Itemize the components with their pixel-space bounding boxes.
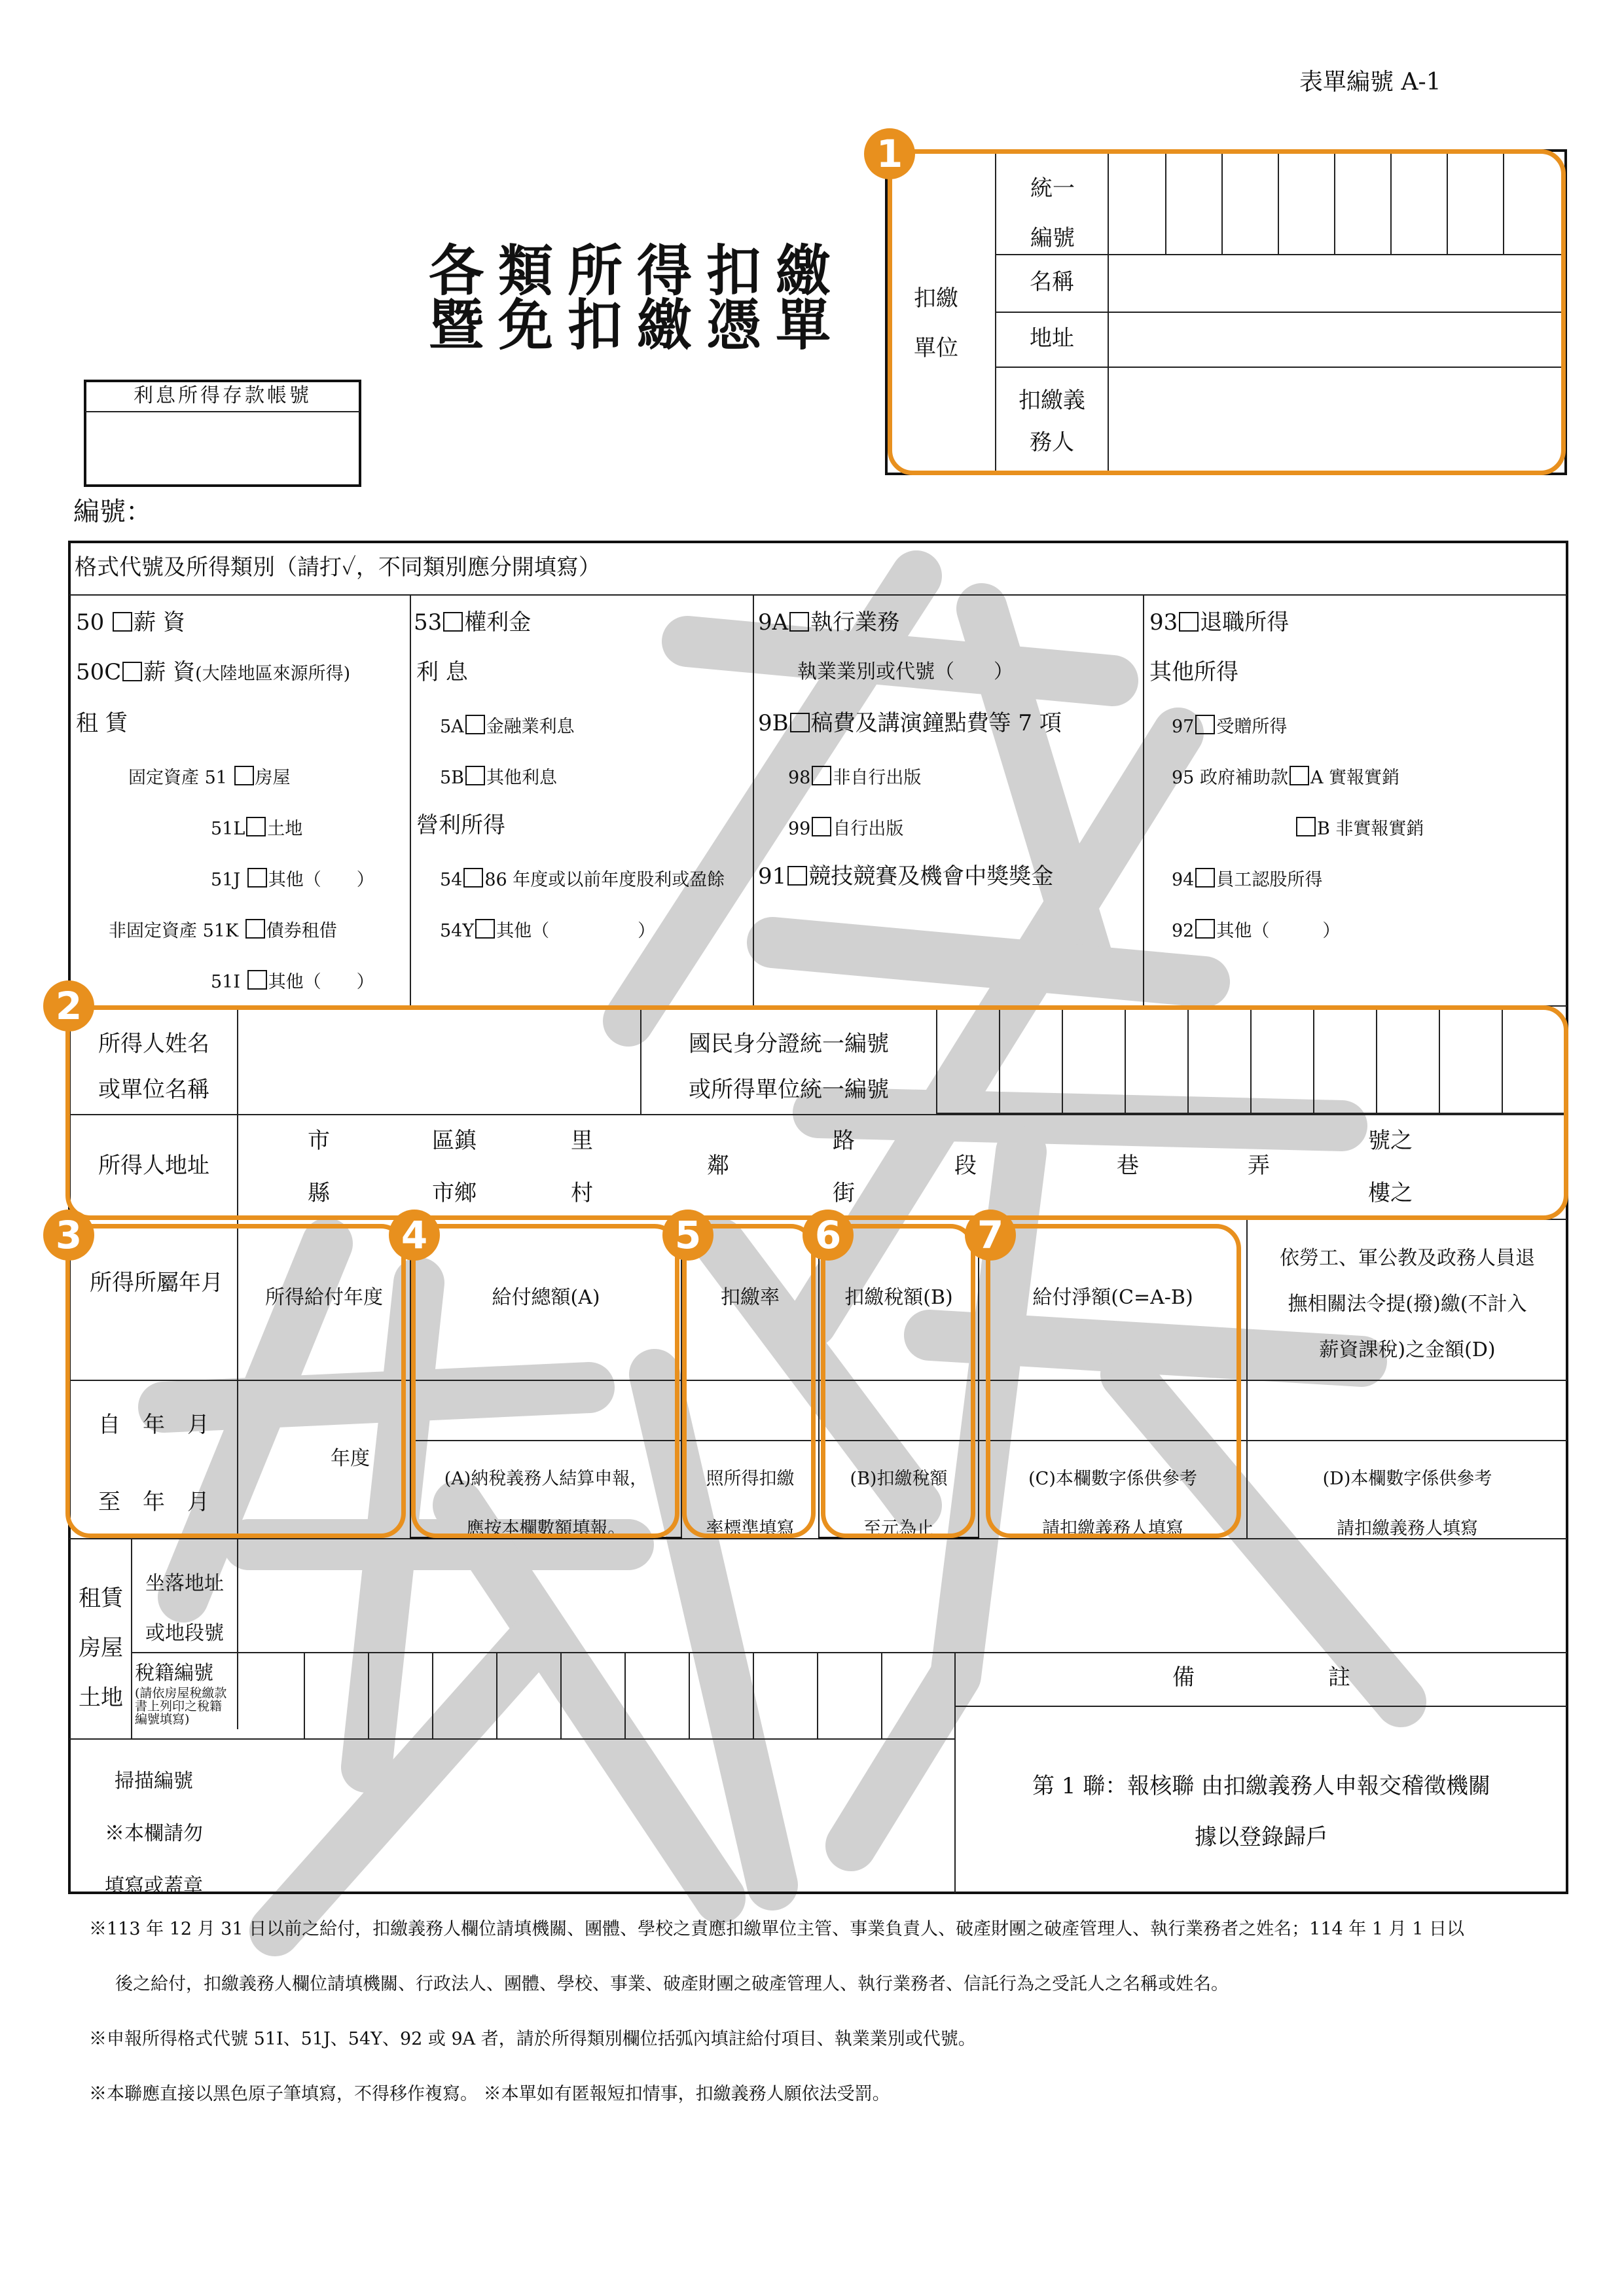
code-93[interactable]: 93 退職所得 bbox=[1149, 609, 1290, 636]
withholder-address-label: 地址 bbox=[1030, 325, 1074, 351]
rate-note: 照所得扣繳 率標準填寫 bbox=[706, 1469, 795, 1539]
code-51i[interactable]: 51I 其他（ ） bbox=[211, 970, 374, 991]
gross-note: (A)納稅義務人結算申報， 應按本欄數額填報。 bbox=[444, 1469, 648, 1539]
code-5a[interactable]: 5A 金融業利息 bbox=[440, 715, 575, 736]
code-92[interactable]: 92 其他（ ） bbox=[1172, 919, 1340, 940]
addr-road: 路 bbox=[833, 1128, 855, 1154]
tax-reg-cell-divider bbox=[817, 1653, 818, 1738]
tax-reg-field[interactable] bbox=[240, 1655, 953, 1737]
d-field[interactable] bbox=[1249, 1382, 1566, 1439]
badge-1: 1 bbox=[864, 128, 915, 179]
addr-township: 市鄉 bbox=[432, 1180, 477, 1206]
code-9a[interactable]: 9A 執行業務 bbox=[758, 609, 900, 636]
code-5b[interactable]: 5B 其他利息 bbox=[440, 766, 557, 787]
code-51-house[interactable]: 固定資產 51 房屋 bbox=[128, 766, 291, 787]
period-from[interactable]: 自 年 月 bbox=[98, 1412, 209, 1438]
addr-lane: 巷 bbox=[1117, 1153, 1139, 1179]
tax-reg-label: 稅籍編號 bbox=[135, 1662, 213, 1685]
form-title-line1: 各類所得扣繳 bbox=[429, 239, 846, 303]
rate-label: 扣繳率 bbox=[721, 1286, 780, 1309]
pay-year-field[interactable]: 年度 bbox=[331, 1447, 370, 1470]
recipient-address-label: 所得人地址 bbox=[98, 1153, 209, 1179]
property-location-field[interactable] bbox=[240, 1541, 1566, 1651]
badge-2: 2 bbox=[43, 980, 94, 1031]
code-95a[interactable]: 95 政府補助款 A 實報實銷 bbox=[1172, 766, 1399, 787]
bank-account-label: 利息所得存款帳號 bbox=[134, 384, 312, 407]
footnote-2: ※申報所得格式代號 51I、51J、54Y、92 或 9A 者，請於所得類別欄位括弧內填註給付項目、執業業別或代號。 bbox=[89, 2029, 976, 2049]
code-51k[interactable]: 非固定資產 51K 債券租借 bbox=[109, 919, 337, 940]
code-50[interactable]: 50 薪 資 bbox=[76, 609, 185, 636]
section-1-highlight bbox=[888, 149, 1566, 475]
addr-county: 縣 bbox=[308, 1180, 330, 1206]
tax-reg-cell-divider bbox=[624, 1653, 626, 1738]
period-label: 所得所屬年月 bbox=[90, 1270, 223, 1296]
addr-alley: 弄 bbox=[1248, 1153, 1270, 1179]
net-label: 給付淨額(C=A-B) bbox=[1032, 1286, 1193, 1309]
badge-3: 3 bbox=[43, 1210, 94, 1261]
tax-reg-cell-divider bbox=[753, 1653, 754, 1738]
addr-neighborhood: 鄰 bbox=[707, 1153, 729, 1179]
tax-label: 扣繳稅額(B) bbox=[844, 1286, 953, 1309]
badge-4: 4 bbox=[389, 1210, 440, 1261]
bank-account-field[interactable] bbox=[88, 414, 357, 483]
form-title-line2: 暨免扣繳憑單 bbox=[429, 293, 846, 357]
serial-label: 編號： bbox=[73, 497, 152, 527]
section-7-highlight bbox=[986, 1224, 1241, 1538]
property-group-label: 租賃 房屋 土地 bbox=[79, 1585, 123, 1711]
section-2-highlight bbox=[65, 1005, 1568, 1220]
code-9a-sub[interactable]: 執業業別或代號（ ） bbox=[797, 660, 1013, 683]
section-4-highlight bbox=[411, 1224, 679, 1538]
code-54y[interactable]: 54Y 其他（ ） bbox=[440, 919, 655, 940]
code-51j[interactable]: 51J 其他（ ） bbox=[211, 868, 374, 889]
d-label: 依勞工、軍公教及政務人員退 撫相關法令提(撥)繳(不計入 薪資課稅)之金額(D) bbox=[1280, 1247, 1535, 1361]
tax-reg-cell-divider bbox=[432, 1653, 433, 1738]
code-50c[interactable]: 50C 薪 資(大陸地區來源所得) bbox=[76, 659, 351, 685]
net-note: (C)本欄數字係供參考 請扣繳義務人填寫 bbox=[1028, 1469, 1197, 1539]
section-3-highlight bbox=[65, 1224, 406, 1538]
tax-reg-cell-divider bbox=[304, 1653, 305, 1738]
withholder-group-label: 扣繳單位 bbox=[914, 285, 958, 361]
addr-floor: 樓之 bbox=[1368, 1180, 1413, 1206]
code-95b[interactable]: B 非實報實銷 bbox=[1295, 817, 1424, 838]
business-heading: 營利所得 bbox=[416, 812, 505, 838]
code-9b[interactable]: 9B 稿費及講演鐘點費等 7 項 bbox=[758, 710, 1062, 736]
other-heading: 其他所得 bbox=[1149, 659, 1238, 685]
addr-section: 段 bbox=[954, 1153, 977, 1179]
scan-label: 掃描編號 ※本欄請勿 填寫或蓋章 bbox=[105, 1770, 203, 1897]
code-51l[interactable]: 51L 土地 bbox=[211, 817, 302, 838]
code-97[interactable]: 97 受贈所得 bbox=[1172, 715, 1287, 736]
form-number: 表單編號 A-1 bbox=[1299, 69, 1441, 96]
addr-number: 號之 bbox=[1368, 1128, 1413, 1154]
copy-note: 第 1 聯：報核聯 由扣繳義務人申報交稽徵機關 據以登錄歸戶 bbox=[1032, 1773, 1491, 1850]
pay-year-label: 所得給付年度 bbox=[265, 1286, 383, 1309]
code-94[interactable]: 94 員工認股所得 bbox=[1172, 868, 1322, 889]
d-note: (D)本欄數字係供參考 請扣繳義務人填寫 bbox=[1322, 1469, 1492, 1539]
withholder-name-label: 名稱 bbox=[1030, 269, 1074, 295]
period-to[interactable]: 至 年 月 bbox=[98, 1489, 209, 1515]
tax-reg-cell-divider bbox=[368, 1653, 369, 1738]
addr-street: 街 bbox=[833, 1180, 855, 1206]
addr-town: 區鎮 bbox=[432, 1128, 477, 1154]
code-54[interactable]: 54 86 年度或以前年度股利或盈餘 bbox=[440, 868, 725, 889]
recipient-name-label: 所得人姓名 或單位名稱 bbox=[98, 1031, 209, 1103]
code-91[interactable]: 91 競技競賽及機會中獎獎金 bbox=[758, 863, 1054, 889]
badge-7: 7 bbox=[965, 1210, 1016, 1261]
footnote-3: ※本聯應直接以黑色原子筆填寫，不得移作複寫。 ※本單如有匿報短扣情事，扣繳義務人願依法受罰。 bbox=[89, 2084, 890, 2104]
tax-reg-cell-divider bbox=[560, 1653, 562, 1738]
code-98[interactable]: 98 非自行出版 bbox=[788, 766, 921, 787]
code-53[interactable]: 53 權利金 bbox=[414, 609, 532, 636]
addr-village: 村 bbox=[571, 1180, 593, 1206]
tax-reg-cell-divider bbox=[496, 1653, 497, 1738]
section-5-highlight bbox=[682, 1224, 816, 1538]
tax-reg-cell-divider bbox=[689, 1653, 690, 1738]
code-99[interactable]: 99 自行出版 bbox=[788, 817, 903, 838]
scan-field bbox=[240, 1741, 953, 1892]
property-location-label: 坐落地址 或地段號 bbox=[145, 1572, 224, 1645]
tax-reg-note: (請依房屋稅繳款書上列印之稅籍編號填寫) bbox=[135, 1686, 227, 1727]
badge-6: 6 bbox=[803, 1210, 854, 1261]
unified-no-label: 統一編號 bbox=[1030, 175, 1075, 251]
remarks-label: 備 註 bbox=[1172, 1664, 1350, 1691]
income-type-header: 格式代號及所得類別（請打✓，不同類別應分開填寫） bbox=[75, 554, 601, 581]
tax-reg-cell-divider bbox=[881, 1653, 882, 1738]
footnote-1b: 後之給付，扣繳義務人欄位請填機關、行政法人、團體、學校、事業、破產財團之破產管理人、執行業務者、信託行為之受託人之名稱或姓名。 bbox=[115, 1974, 1229, 1994]
badge-5: 5 bbox=[662, 1210, 713, 1261]
interest-heading: 利 息 bbox=[416, 659, 468, 685]
gross-label: 給付總額(A) bbox=[492, 1286, 600, 1309]
section-6-highlight bbox=[821, 1224, 975, 1538]
tax-note: (B)扣繳稅額 至元為止 bbox=[850, 1469, 948, 1539]
footnote-1a: ※113 年 12 月 31 日以前之給付，扣繳義務人欄位請填機關、團體、學校之責應扣繳單位主管、事業負責人、破產財團之破產管理人、執行業務者之姓名；114 年 1 月 1 日以 bbox=[89, 1919, 1464, 1939]
addr-city: 市 bbox=[308, 1128, 330, 1154]
recipient-id-label: 國民身分證統一編號 或所得單位統一編號 bbox=[689, 1031, 889, 1103]
withholder-agent-label: 扣繳義務人 bbox=[1019, 387, 1085, 456]
rent-heading: 租 賃 bbox=[76, 710, 128, 736]
addr-li: 里 bbox=[571, 1128, 593, 1154]
